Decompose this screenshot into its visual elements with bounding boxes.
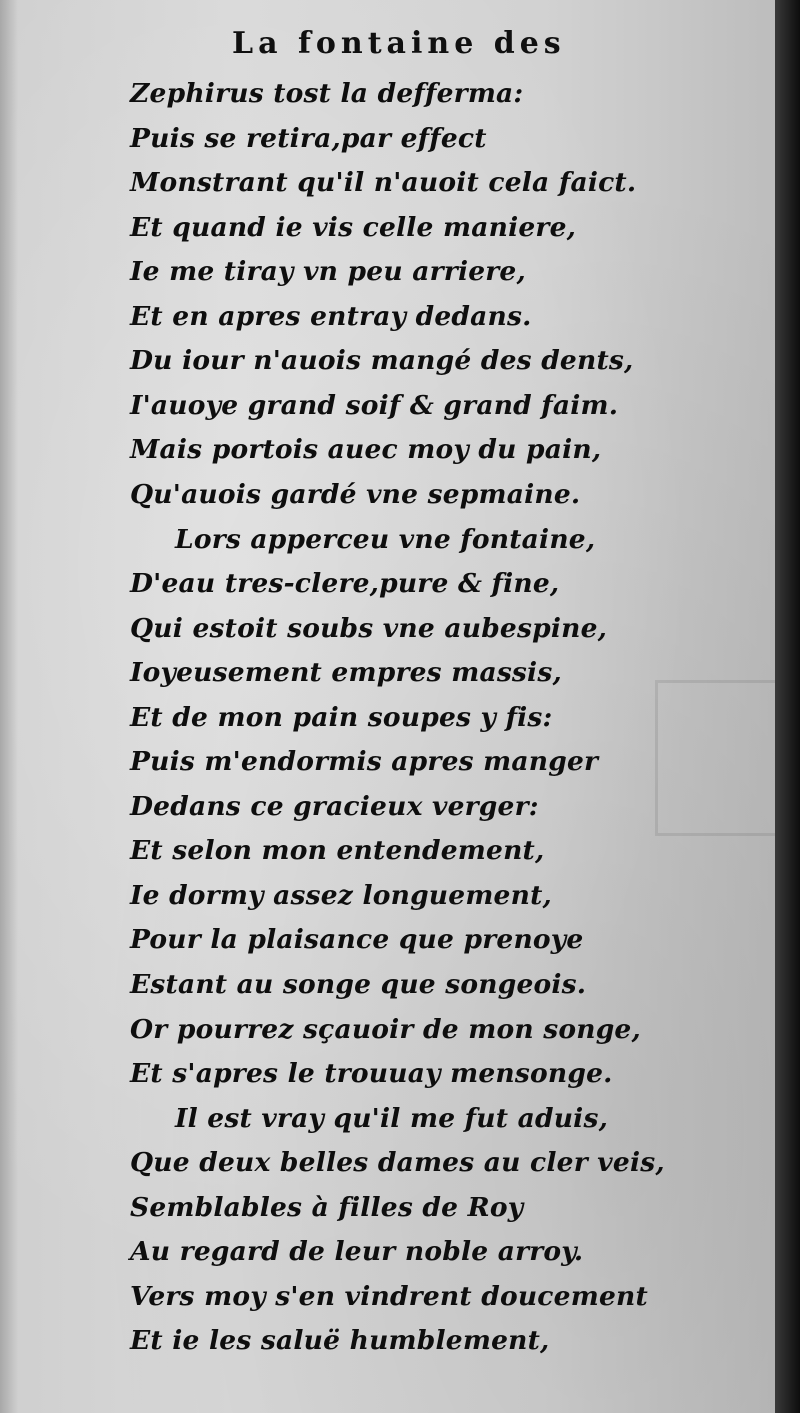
verse-line: Et ie les saluë humblement, <box>130 1325 550 1357</box>
verse-line: Monstrant qu'il n'auoit cela faict. <box>130 167 637 199</box>
verse-line: Et s'apres le trouuay mensonge. <box>130 1058 613 1090</box>
verse-line: Au regard de leur noble arroy. <box>130 1236 584 1268</box>
verse-line: Estant au songe que songeois. <box>130 969 587 1000</box>
verse-line: Ioyeusement empres massis, <box>130 657 562 689</box>
verse-line: Semblables à filles de Roy <box>130 1191 524 1223</box>
verse-line: Et de mon pain soupes y fis: <box>130 701 553 733</box>
verse-line: Lors apperceu vne fontaine, <box>175 523 596 555</box>
verse-line: D'eau tres-clere,pure & fine, <box>130 568 560 600</box>
page-gutter-shadow <box>0 0 18 1413</box>
verse-line: Pour la plaisance que prenoye <box>130 924 584 956</box>
page-edge-shadow <box>775 0 800 1413</box>
verse-line: Puis se retira,par effect <box>130 122 487 154</box>
verse-line: Dedans ce gracieux verger: <box>130 790 539 822</box>
verse-line: I'auoye grand soif & grand faim. <box>130 389 619 421</box>
verse-line: Et en apres entray dedans. <box>130 300 532 332</box>
verse-line: Ie dormy assez longuement, <box>130 879 552 911</box>
verse-line: Zephirus tost la defferma: <box>130 78 524 109</box>
verse-line: Et selon mon entendement, <box>130 835 545 867</box>
verse-line: Qu'auois gardé vne sepmaine. <box>130 478 581 510</box>
verse-line: Vers moy s'en vindrent doucement <box>130 1280 648 1312</box>
verse-line: Que deux belles dames au cler veis, <box>130 1147 665 1179</box>
verse-line: Ie me tiray vn peu arriere, <box>130 256 526 288</box>
verse-line: Qui estoit soubs vne aubespine, <box>130 612 608 644</box>
verse-line: Et quand ie vis celle maniere, <box>130 211 577 243</box>
verse-line: Mais portois auec moy du pain, <box>130 434 602 466</box>
verse-line: Du iour n'auois mangé des dents, <box>130 345 634 377</box>
running-header: La fontaine des <box>232 26 566 61</box>
verse-line: Or pourrez sçauoir de mon songe, <box>130 1013 641 1045</box>
verse-line: Puis m'endormis apres manger <box>130 746 599 778</box>
verse-line: Il est vray qu'il me fut aduis, <box>175 1102 608 1134</box>
bleed-through-woodcut <box>655 680 775 836</box>
